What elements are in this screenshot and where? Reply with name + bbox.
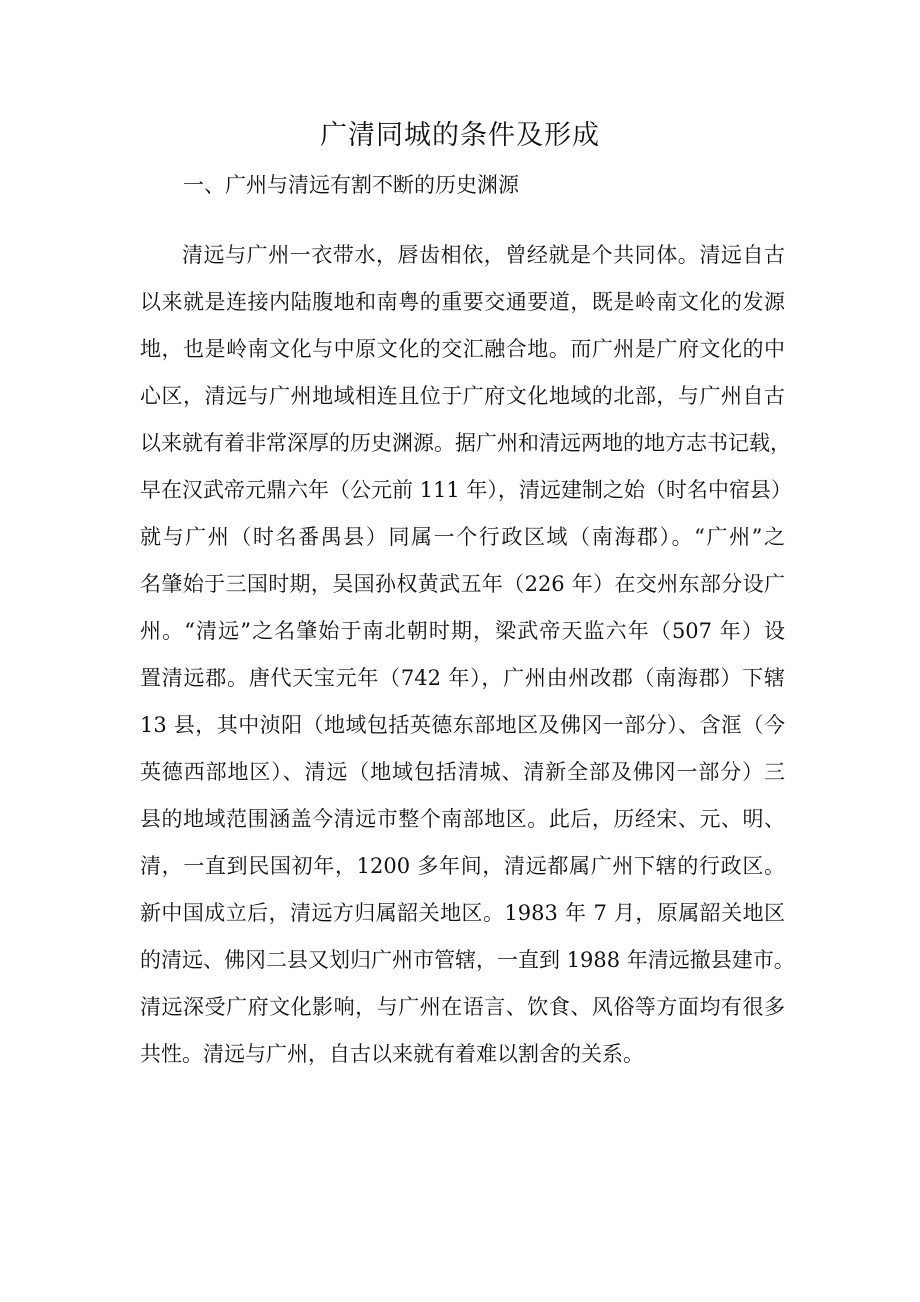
paragraph-line: 共性。清远与广州，自古以来就有着难以割舍的关系。 [140,1042,644,1066]
paragraph-line: 13 县，其中浈阳（地域包括英德东部地区及佛冈一部分）、含洭（今 [140,713,785,737]
paragraph-line: 以来就有着非常深厚的历史渊源。据广州和清远两地的地方志书记载， [140,431,791,455]
paragraph-line: 县的地域范围涵盖今清远市整个南部地区。此后，历经宋、元、明、 [140,807,785,831]
paragraph-line: 名肇始于三国时期，吴国孙权黄武五年（226 年）在交州东部分设广 [140,572,785,596]
paragraph-line: 早在汉武帝元鼎六年（公元前 111 年），清远建制之始（时名中宿县） [140,478,792,502]
paragraph-line: 清，一直到民国初年，1200 多年间，清远都属广州下辖的行政区。 [140,854,785,878]
paragraph-line: 清远与广州一衣带水，唇齿相依，曾经就是个共同体。清远自古 [182,243,785,267]
paragraph-line: 置清远郡。唐代天宝元年（742 年），广州由州改郡（南海郡）下辖 [140,666,785,690]
paragraph-line: 的清远、佛冈二县又划归广州市管辖，一直到 1988 年清远撤县建市。 [140,948,795,972]
paragraph-line: 州。“清远”之名肇始于南北朝时期，梁武帝天监六年（507 年）设 [140,619,785,643]
paragraph-line: 新中国成立后，清远方归属韶关地区。1983 年 7 月，原属韶关地区 [140,901,785,925]
paragraph-line: 心区，清远与广州地域相连且位于广府文化地域的北部，与广州自古 [140,384,785,408]
paragraph-line: 就与广州（时名番禺县）同属一个行政区域（南海郡）。“广州”之 [140,525,785,549]
paragraph-line: 地，也是岭南文化与中原文化的交汇融合地。而广州是广府文化的中 [140,337,785,361]
document-title: 广清同城的条件及形成 [320,120,600,151]
body-paragraph [140,236,795,1082]
section-heading: 一、广州与清远有割不断的历史渊源 [183,173,519,197]
paragraph-line: 英德西部地区）、清远（地域包括清城、清新全部及佛冈一部分）三 [140,760,785,784]
paragraph-line: 以来就是连接内陆腹地和南粤的重要交通要道，既是岭南文化的发源 [140,290,785,314]
paragraph-line: 清远深受广府文化影响，与广州在语言、饮食、风俗等方面均有很多 [140,995,785,1019]
